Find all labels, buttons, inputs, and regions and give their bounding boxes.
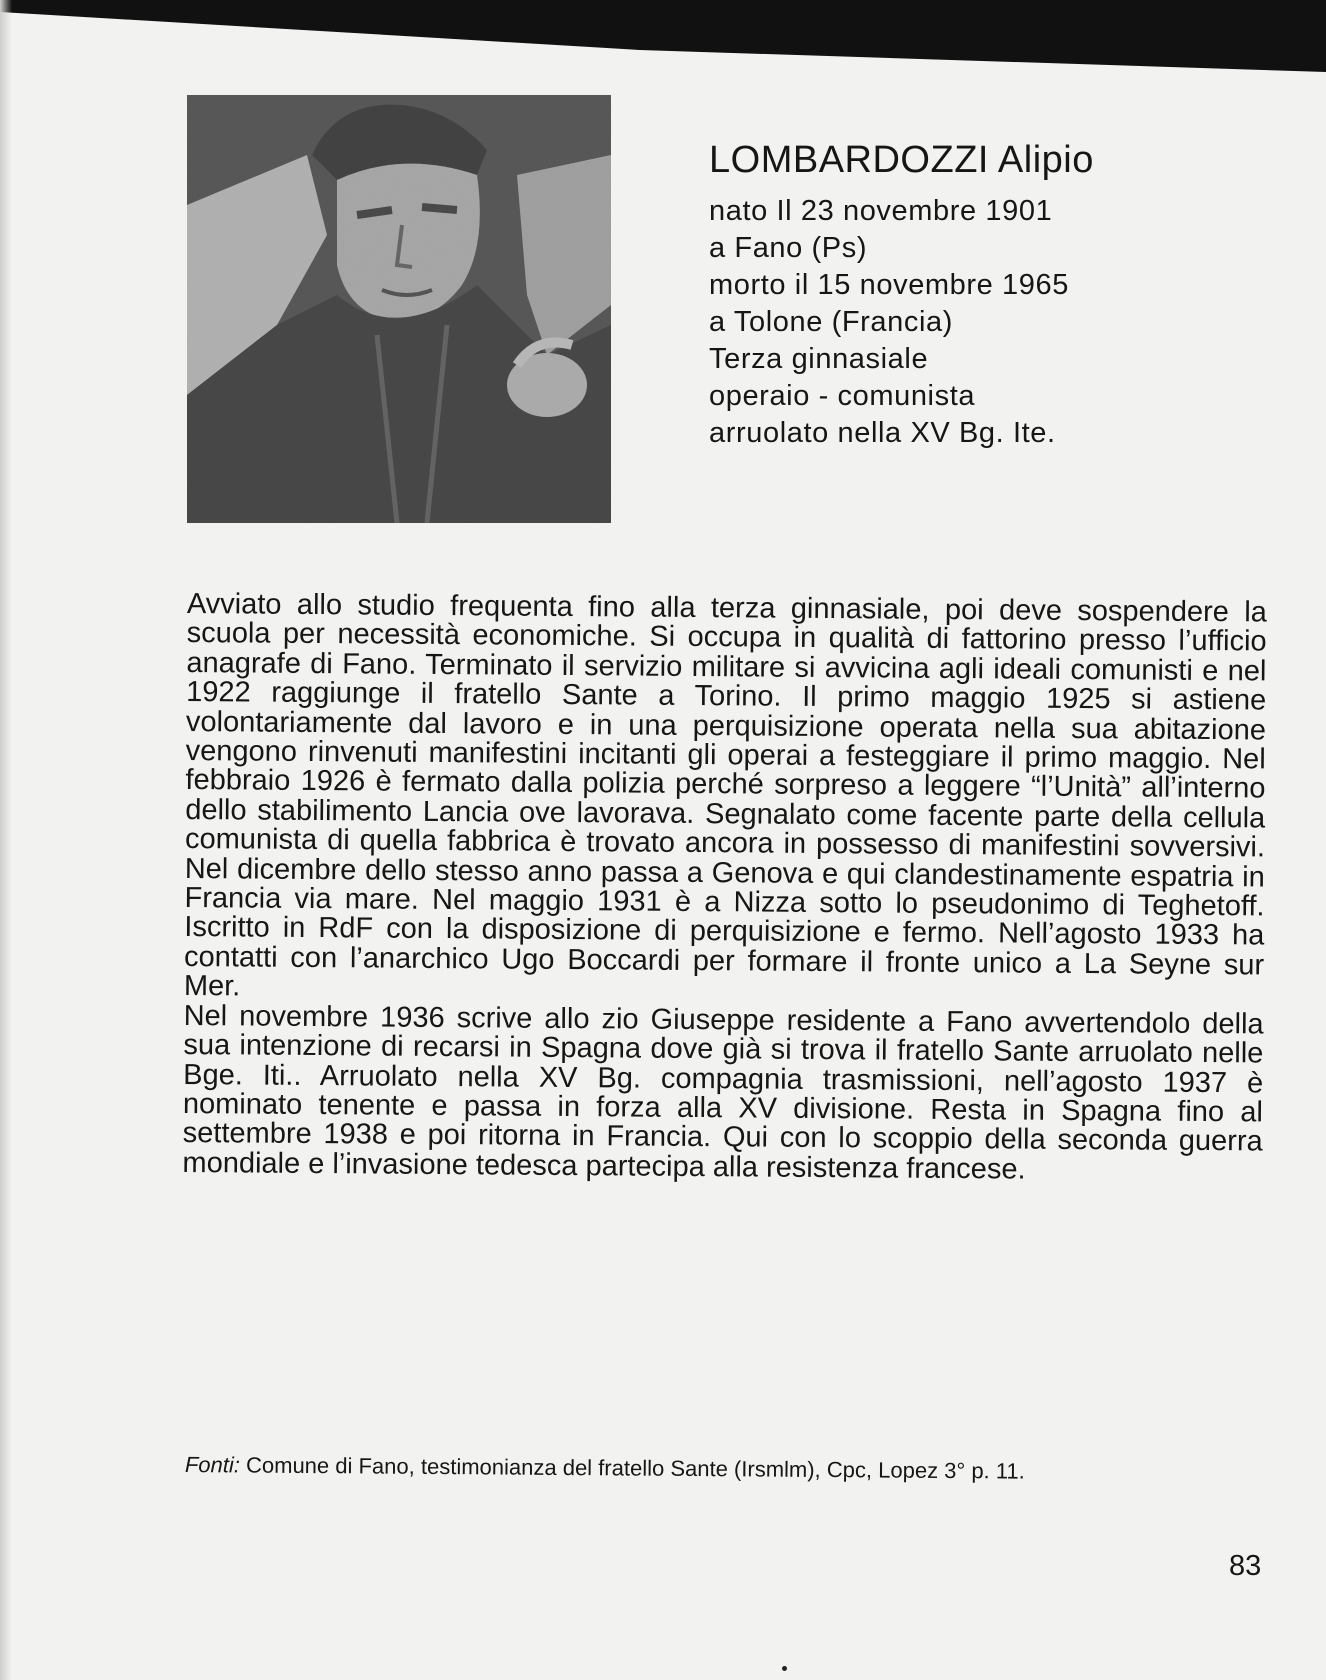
profile-header	[709, 137, 1229, 452]
death-place: a Tolone (Francia)	[709, 306, 953, 338]
education: Terza ginnasiale	[709, 343, 929, 375]
biography-paragraph: Avviato allo studio frequenta fino alla terza ginnasiale, poi deve sospendere la scuola per necessità economiche. Si occupa in qualità di fattorino presso l’ufficio anagrafe di Fano. Terminato il servizio militare si avvicina agli ideali comunisti e nel 1922 raggiunge il fratello Sante a Torino. Il primo maggio 1925 si astiene volontariamente dal lavoro e in una perquisizione operata nella sua abitazione vengono rinvenuti manifestini incitanti gli operai a festeggiare il primo maggio. Nel febbraio 1926 è fermato dalla polizia perché sorpreso a leggere “l’Unità” all’interno dello stabilimento Lancia ove lavorava. Segnalato come facente parte della cellula comunista di quella fabbrica è trovato ancora in possesso di manifestini sovversivi. Nel dicembre dello stesso anno passa a Genova e qui clandestinamente espatria in Francia via mare. Nel maggio 1931 è a Nizza sotto lo pseudonimo di Teghetoff. Iscritto in RdF con la disposizione di perquisizione e fermo. Nell’agosto 1933 ha contatti con l’anarchico Ugo Boccardi per formare il fronte unico a La Seyne sur Mer.	[183, 588, 1267, 1003]
birth-date: nato Il 23 novembre 1901	[709, 195, 1053, 227]
page-top-edge	[0, 0, 1326, 80]
sources-text: Comune di Fano, testimonianza del fratello Sante (Irsmlm), Cpc, Lopez 3° p. 11.	[245, 1452, 1025, 1484]
speck-mark	[782, 1666, 787, 1671]
portrait-photo	[187, 95, 611, 523]
enlistment: arruolato nella XV Bg. Ite.	[709, 417, 1056, 449]
sources-note	[185, 1452, 1265, 1486]
occupation: operaio - comunista	[709, 380, 976, 412]
death-date: morto il 15 novembre 1965	[709, 269, 1069, 301]
biography-text	[182, 590, 1267, 1187]
sources-label: Fonti:	[184, 1452, 241, 1478]
person-name: LOMBARDOZZI Alipio	[709, 139, 1094, 181]
profile-details	[709, 193, 1229, 452]
biography-paragraph: Nel novembre 1936 scrive allo zio Giuseppe residente a Fano avvertendolo della sua intenzione di recarsi in Spagna dove già si trova il fratello Sante arruolato nelle Bge. Iti.. Arruolato nella XV Bg. compagnia trasmissioni, nell’agosto 1937 è nominato tenente e passa in forza alla XV divisione. Resta in Spagna fino al settembre 1938 e poi ritorna in Francia. Qui con lo scoppio della seconda guerra mondiale e l’invasione tedesca partecipa alla resistenza francese.	[182, 999, 1264, 1186]
birth-place: a Fano (Ps)	[709, 232, 868, 264]
page-left-shadow	[0, 0, 12, 1680]
page-number: 83	[1229, 1550, 1262, 1582]
